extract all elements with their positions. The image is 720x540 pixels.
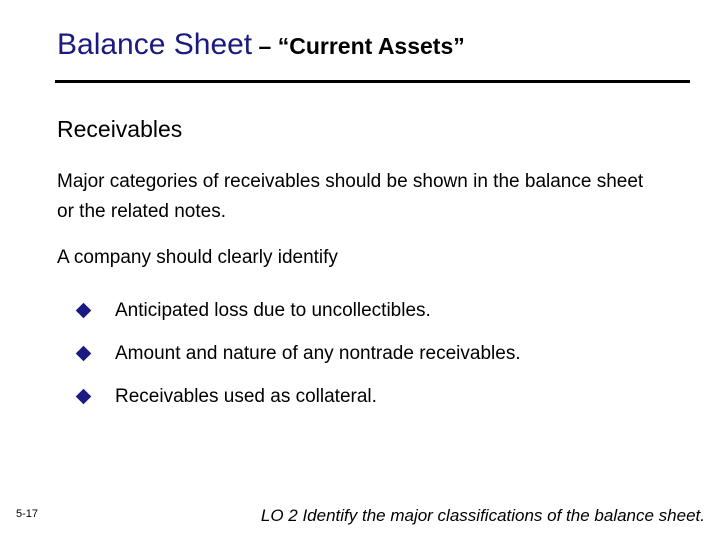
section-heading: Receivables — [57, 116, 183, 142]
bullet-item — [75, 289, 521, 332]
title-subtitle: – “Current Assets” — [252, 33, 465, 59]
title-main: Balance Sheet — [57, 28, 253, 61]
slide-title — [57, 30, 465, 60]
bullet-text: Receivables used as collateral. — [115, 385, 377, 407]
bullet-text: Anticipated loss due to uncollectibles. — [115, 299, 431, 321]
bullet-item — [75, 375, 521, 418]
learning-objective-footer: LO 2 Identify the major classifications of the balance sheet. — [260, 506, 705, 525]
slide-number: 5-17 — [16, 508, 39, 520]
diamond-bullet-icon — [76, 303, 92, 319]
bullet-item — [75, 332, 521, 375]
bullet-text: Amount and nature of any nontrade receivables. — [115, 342, 521, 364]
intro-text: A company should clearly identify — [57, 247, 338, 268]
bullet-list — [75, 289, 521, 418]
title-divider — [55, 80, 690, 83]
diamond-bullet-icon — [76, 346, 92, 362]
diamond-bullet-icon — [76, 389, 92, 405]
body-paragraph: Major categories of receivables should be shown in the balance sheet or the related notes. — [57, 171, 644, 222]
